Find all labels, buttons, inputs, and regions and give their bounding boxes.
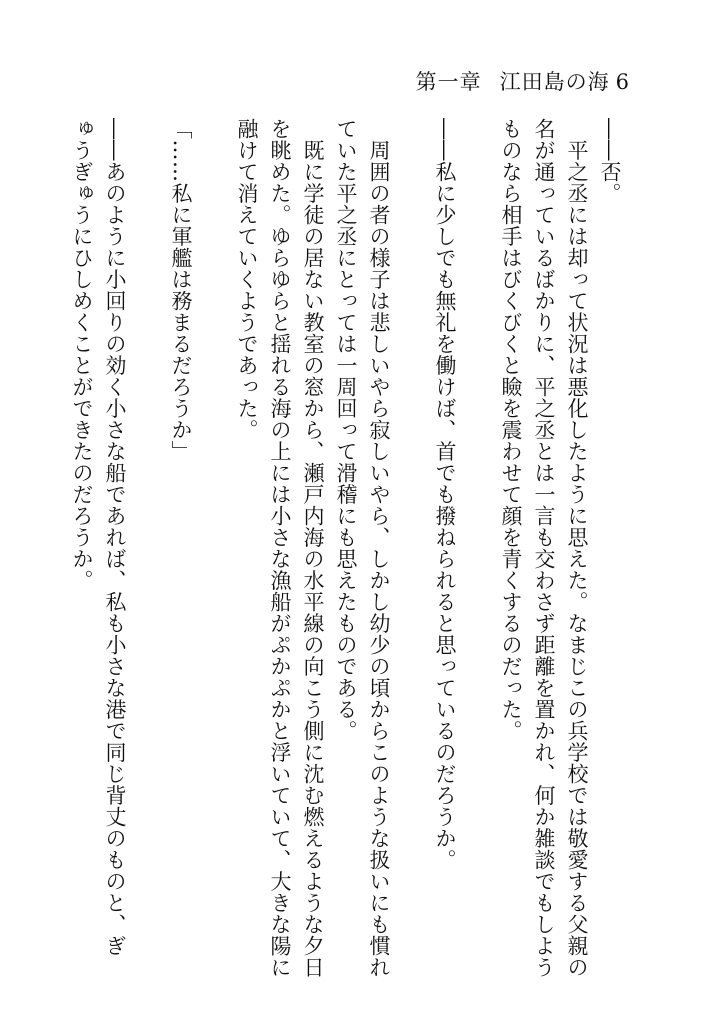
text-line: 融けて消えていくようであった。 [235, 118, 259, 441]
text-line: を眺めた。ゆらゆらと揺れる海の上には小さな漁船がぷかぷかと浮いていて、大きな陽に [268, 118, 292, 978]
text-line: 周囲の者の様子は悲しいやら寂しいやら、しかし幼少の頃からこのような扱いにも慣れ [367, 118, 391, 978]
blank-line [395, 118, 428, 978]
text-line: ものなら相手はびくびくと瞼を震わせて顔を青くするのだった。 [499, 118, 523, 742]
text-line: ――私に少しでも無礼を働けば、首でも撥ねられると思っているのだろうか。 [433, 118, 457, 871]
text-line: ゅうぎゅうにひしめくことができたのだろうか。 [70, 118, 94, 591]
page-header [416, 66, 630, 96]
dialogue-line: 「……私に軍艦は務まるだろうか」 [169, 118, 193, 462]
text-line: ――あのように小回りの効く小さな船であれば、私も小さな港で同じ背丈のものと、ぎ [103, 118, 127, 957]
blank-line [131, 118, 164, 978]
page-number: 6 [615, 70, 630, 94]
text-line: ていた平之丞にとっては一周回って滑稽にも思えたものである。 [334, 118, 358, 742]
text-line: ――否。 [598, 118, 622, 204]
text-line: 名が通っているばかりに、平之丞とは一言も交わさず距離を置かれ、何か雑談でもしよう [532, 118, 556, 978]
chapter-title: 江田島の海 [499, 70, 610, 94]
text-line: 平之丞には却って状況は悪化したように思えた。なまじこの兵学校では敬愛する父親の [565, 118, 589, 978]
body-text [65, 118, 626, 978]
blank-line [197, 118, 230, 978]
chapter-label: 第一章 [415, 70, 482, 94]
blank-line [461, 118, 494, 978]
text-line: 既に学徒の居ない教室の窓から、瀬戸内海の水平線の向こう側に沈む燃えるような夕日 [301, 118, 325, 978]
